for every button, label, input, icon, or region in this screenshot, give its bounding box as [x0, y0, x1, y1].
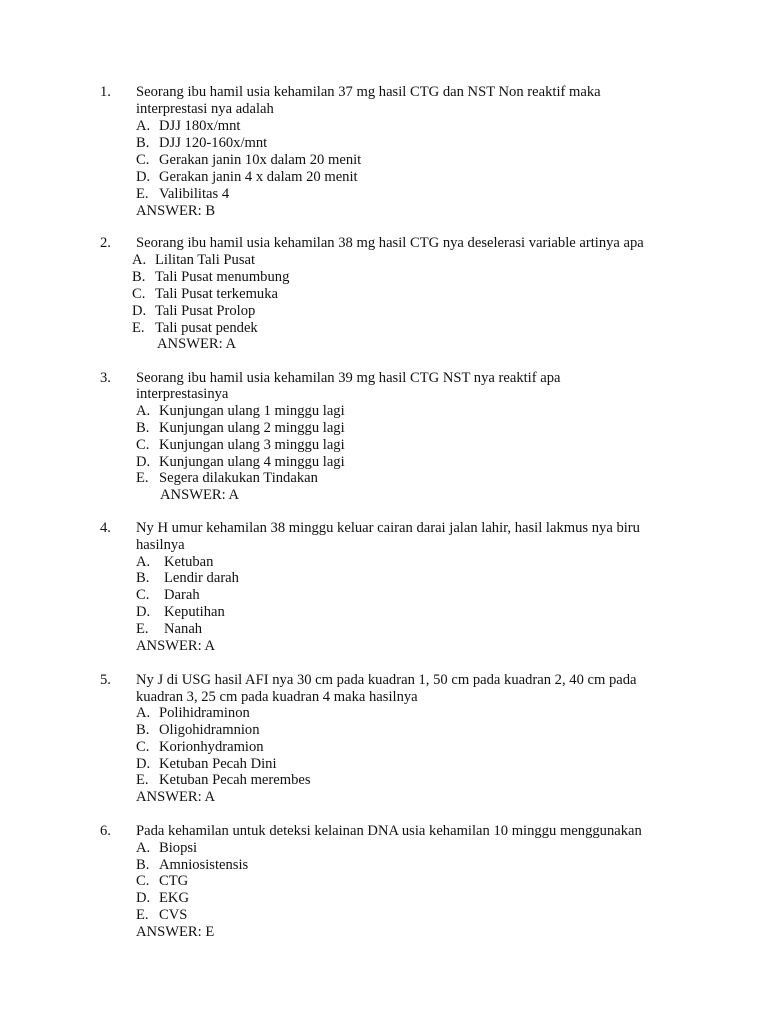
option-letter: B. — [136, 722, 150, 738]
option-letter: A. — [136, 118, 151, 134]
option-letter: E. — [136, 772, 149, 788]
answer-option — [136, 604, 225, 621]
question-number: 5. — [100, 672, 111, 688]
answer-option — [136, 169, 358, 186]
answer-option — [136, 152, 361, 169]
option-letter: E. — [136, 621, 149, 637]
answer-option — [136, 907, 187, 924]
answer-option — [136, 570, 239, 587]
option-letter: E. — [132, 320, 145, 336]
question-number: 4. — [100, 520, 111, 536]
option-letter: B. — [136, 135, 150, 151]
option-text: Kunjungan ulang 4 minggu lagi — [159, 454, 345, 470]
question-stem-line: interprestasinya — [136, 386, 229, 402]
option-text: DJJ 180x/mnt — [159, 118, 241, 134]
answer-option — [136, 739, 264, 756]
option-text: Keputihan — [164, 604, 225, 620]
question-stem-line: Seorang ibu hamil usia kehamilan 38 mg hasil CTG nya deselerasi variable artinya apa — [136, 235, 644, 251]
answer-option — [136, 756, 277, 773]
option-text: Nanah — [164, 621, 203, 637]
option-letter: A. — [136, 840, 151, 856]
answer-key: ANSWER: A — [136, 789, 216, 805]
option-text: Biopsi — [159, 840, 198, 856]
answer-option — [132, 320, 258, 337]
option-text: Lendir darah — [164, 570, 239, 586]
option-letter: A. — [132, 252, 147, 268]
question-stem-line: Pada kehamilan untuk deteksi kelainan DNA usia kehamilan 10 minggu menggunakan — [136, 823, 642, 839]
option-text: Gerakan janin 4 x dalam 20 menit — [159, 169, 358, 185]
option-letter: D. — [136, 604, 151, 620]
option-text: Amniosistensis — [159, 857, 249, 873]
answer-key: ANSWER: A — [157, 336, 237, 352]
option-text: Tali Pusat Prolop — [155, 303, 256, 319]
option-letter: E. — [136, 470, 149, 486]
option-letter: C. — [136, 437, 150, 453]
answer-key: ANSWER: E — [136, 924, 215, 940]
option-letter: D. — [136, 169, 151, 185]
option-text: Darah — [164, 587, 200, 603]
answer-option — [136, 118, 241, 135]
option-letter: C. — [136, 873, 150, 889]
option-letter: D. — [136, 890, 151, 906]
option-text: DJJ 120-160x/mnt — [159, 135, 268, 151]
option-text: CVS — [159, 907, 188, 923]
option-letter: D. — [136, 756, 151, 772]
question-number: 3. — [100, 370, 111, 386]
option-letter: B. — [136, 570, 150, 586]
answer-option — [136, 890, 189, 907]
answer-key: ANSWER: B — [136, 203, 216, 219]
answer-key: ANSWER: A — [136, 638, 216, 654]
answer-option — [136, 135, 267, 152]
option-letter: D. — [132, 303, 147, 319]
option-text: Ketuban Pecah Dini — [159, 756, 277, 772]
answer-option — [136, 840, 197, 857]
option-letter: D. — [136, 454, 151, 470]
answer-option — [132, 252, 255, 269]
option-text: Kunjungan ulang 3 minggu lagi — [159, 437, 345, 453]
option-letter: A. — [136, 705, 151, 721]
option-letter: C. — [136, 587, 150, 603]
option-text: Korionhydramion — [159, 739, 264, 755]
question-number: 2. — [100, 235, 111, 251]
answer-option — [136, 857, 248, 874]
answer-option — [136, 186, 229, 203]
option-text: Lilitan Tali Pusat — [155, 252, 256, 268]
answer-option — [136, 722, 260, 739]
option-letter: B. — [136, 420, 150, 436]
option-text: Tali Pusat terkemuka — [155, 286, 278, 302]
option-letter: B. — [132, 269, 146, 285]
answer-key: ANSWER: A — [160, 487, 240, 503]
option-letter: E. — [136, 186, 149, 202]
answer-option — [136, 873, 188, 890]
option-text: Valibilitas 4 — [159, 186, 230, 202]
question-number: 1. — [100, 84, 111, 100]
question-stem-line: Seorang ibu hamil usia kehamilan 39 mg hasil CTG NST nya reaktif apa — [136, 370, 561, 386]
answer-option — [136, 470, 318, 487]
option-text: Tali Pusat menumbung — [155, 269, 290, 285]
answer-option — [132, 286, 278, 303]
option-text: Tali pusat pendek — [155, 320, 258, 336]
answer-option — [136, 621, 202, 638]
option-text: Kunjungan ulang 1 minggu lagi — [159, 403, 345, 419]
question-stem-line: Seorang ibu hamil usia kehamilan 37 mg hasil CTG dan NST Non reaktif maka — [136, 84, 601, 100]
answer-option — [136, 420, 345, 437]
question-stem-line: interprestasi nya adalah — [136, 101, 274, 117]
answer-option — [132, 269, 289, 286]
option-letter: A. — [136, 554, 151, 570]
option-letter: C. — [136, 152, 150, 168]
answer-option — [136, 587, 200, 604]
option-letter: A. — [136, 403, 151, 419]
answer-option — [136, 772, 311, 789]
question-number: 6. — [100, 823, 111, 839]
question-stem-line: Ny H umur kehamilan 38 minggu keluar cairan darai jalan lahir, hasil lakmus nya biru — [136, 520, 640, 536]
question-stem-line: hasilnya — [136, 537, 185, 553]
answer-option — [136, 437, 345, 454]
answer-option — [136, 705, 250, 722]
option-text: Gerakan janin 10x dalam 20 menit — [159, 152, 362, 168]
answer-option — [136, 454, 345, 471]
option-text: EKG — [159, 890, 189, 906]
option-text: CTG — [159, 873, 189, 889]
option-letter: E. — [136, 907, 149, 923]
option-text: Segera dilakukan Tindakan — [159, 470, 318, 486]
option-text: Polihidraminon — [159, 705, 250, 721]
option-text: Ketuban — [164, 554, 214, 570]
answer-option — [136, 554, 213, 571]
option-letter: B. — [136, 857, 150, 873]
option-text: Oligohidramnion — [159, 722, 260, 738]
answer-option — [132, 303, 255, 320]
option-text: Kunjungan ulang 2 minggu lagi — [159, 420, 345, 436]
option-letter: C. — [136, 739, 150, 755]
option-text: Ketuban Pecah merembes — [159, 772, 311, 788]
question-stem-line: Ny J di USG hasil AFI nya 30 cm pada kuadran 1, 50 cm pada kuadran 2, 40 cm pada — [136, 672, 637, 688]
option-letter: C. — [132, 286, 146, 302]
question-stem-line: kuadran 3, 25 cm pada kuadran 4 maka hasilnya — [136, 689, 418, 705]
answer-option — [136, 403, 345, 420]
